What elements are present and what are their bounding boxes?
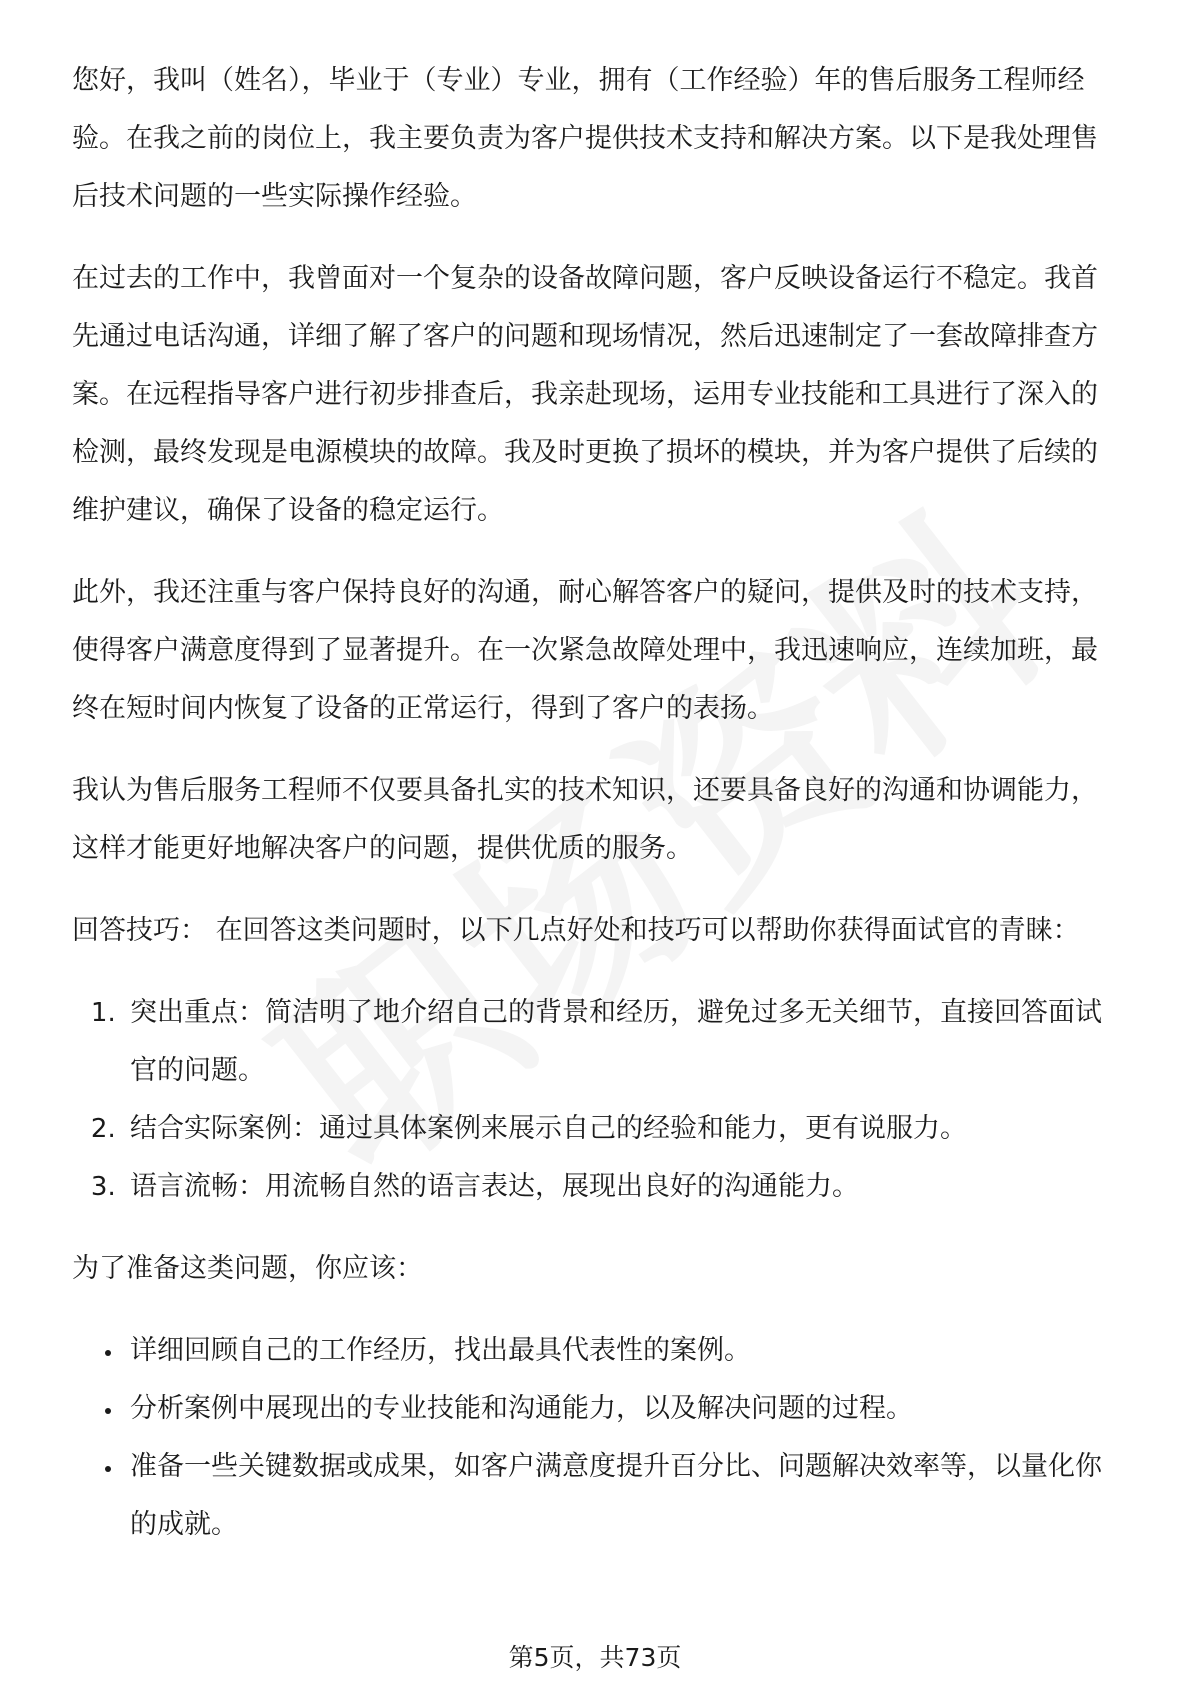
paragraph-communication: 此外，我还注重与客户保持良好的沟通，耐心解答客户的疑问，提供及时的技术支持，使得客户满意度得到了显著提升。在一次紧急故障处理中，我迅速响应，连续加班，最终在短时间内恢复了设备的正常运行，得到了客户的表扬。 bbox=[72, 577, 1098, 724]
list-item: 1. 突出重点：简洁明了地介绍自己的背景和经历，避免过多无关细节，直接回答面试官的问题。 bbox=[124, 984, 1122, 1100]
page-content bbox=[72, 52, 1122, 1578]
paragraph-prep-intro: 为了准备这类问题，你应该： bbox=[72, 1253, 423, 1284]
list-item: • 分析案例中展现出的专业技能和沟通能力，以及解决问题的过程。 bbox=[124, 1380, 1122, 1438]
list-item: • 准备一些关键数据或成果，如客户满意度提升百分比、问题解决效率等，以量化你的成就。 bbox=[124, 1438, 1122, 1554]
tips-list bbox=[72, 984, 1122, 1216]
paragraph-tips-heading: 回答技巧： 在回答这类问题时，以下几点好处和技巧可以帮助你获得面试官的青睐： bbox=[72, 915, 1080, 946]
paragraph-summary: 我认为售后服务工程师不仅要具备扎实的技术知识，还要具备良好的沟通和协调能力，这样才能更好地解决客户的问题，提供优质的服务。 bbox=[72, 775, 1098, 864]
paragraph-intro: 您好，我叫（姓名），毕业于（专业）专业，拥有（工作经验）年的售后服务工程师经验。在我之前的岗位上，我主要负责为客户提供技术支持和解决方案。以下是我处理售后技术问题的一些实际操作经验。 bbox=[72, 65, 1098, 212]
list-item: • 详细回顾自己的工作经历，找出最具代表性的案例。 bbox=[124, 1322, 1122, 1380]
page-number: 第5页，共73页 bbox=[508, 1643, 682, 1672]
list-item: 3. 语言流畅：用流畅自然的语言表达，展现出良好的沟通能力。 bbox=[124, 1158, 1122, 1216]
list-item: 2. 结合实际案例：通过具体案例来展示自己的经验和能力，更有说服力。 bbox=[124, 1100, 1122, 1158]
paragraph-case: 在过去的工作中，我曾面对一个复杂的设备故障问题，客户反映设备运行不稳定。我首先通过电话沟通，详细了解了客户的问题和现场情况，然后迅速制定了一套故障排查方案。在远程指导客户进行初步排查后，我亲赴现场，运用专业技能和工具进行了深入的检测，最终发现是电源模块的故障。我及时更换了损坏的模块，并为客户提供了后续的维护建议，确保了设备的稳定运行。 bbox=[72, 263, 1098, 526]
prep-list bbox=[72, 1322, 1122, 1554]
